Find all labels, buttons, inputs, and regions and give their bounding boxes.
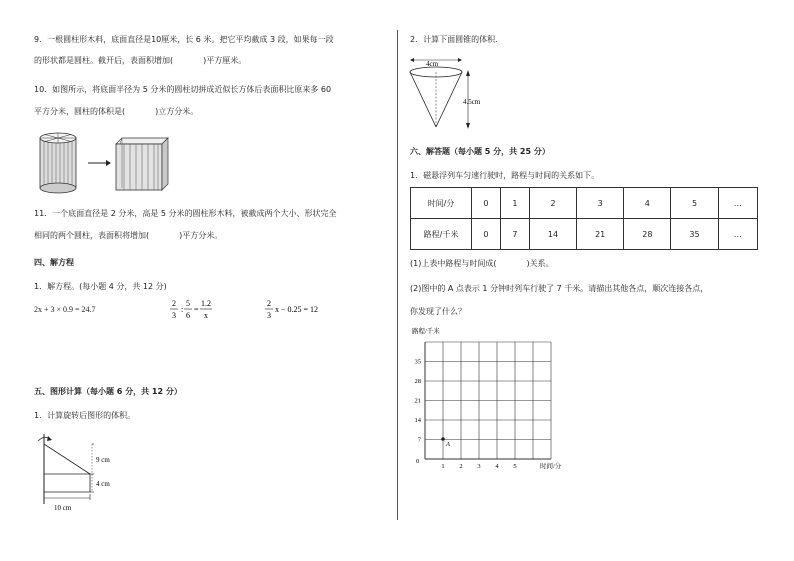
section6-q1: 1．磁悬浮列车匀速行驶时，路程与时间的关系如下。 xyxy=(410,171,600,180)
rotation-figure xyxy=(32,432,142,514)
equation-2 xyxy=(168,297,228,323)
equation-1: 2x + 3 × 0.9 = 24.7 xyxy=(34,305,96,314)
sub-question-2-line1: (2)图中的 A 点表示 1 分钟时列车行驶了 7 千米。请描出其他各点，顺次连接各点， xyxy=(410,284,709,293)
section6-title: 六、解答题（每小题 5 分，共 25 分） xyxy=(410,147,550,156)
q10-line1: 10．如图所示，将底面半径为 5 分米的圆柱切拼成近似长方体后表面积比原来多 60 xyxy=(34,85,332,94)
q11-text-b: )平方分米。 xyxy=(179,231,223,240)
eq2-frac3-den: x xyxy=(204,311,208,320)
q9-text-b: )平方厘米。 xyxy=(203,56,247,65)
x-tick-label: 3 xyxy=(477,463,481,470)
coordinate-graph xyxy=(408,322,588,472)
arrow-right-icon xyxy=(88,160,111,166)
rotation-arrow-icon xyxy=(38,436,52,441)
eq3-frac-num: 2 xyxy=(267,299,271,308)
graph-grid xyxy=(425,342,551,459)
table-cell: 时间/分 xyxy=(411,188,472,219)
y-tick-label: 7 xyxy=(417,436,421,444)
y-tick-label: 21 xyxy=(414,397,421,405)
table-cell: 3 xyxy=(577,188,624,219)
column-divider xyxy=(397,30,398,520)
table-row-distance xyxy=(411,219,758,250)
graph-y-ticks xyxy=(415,359,422,444)
y-tick-label: 28 xyxy=(414,378,421,385)
graph-y-title: 路程/千米 xyxy=(412,328,440,335)
cylinder-to-cuboid-figure xyxy=(36,130,176,196)
cone-figure xyxy=(408,54,498,134)
eq2-frac3-num: 1.2 xyxy=(201,299,211,308)
right-q2: 2．计算下面圆锥的体积． xyxy=(410,35,504,44)
table-cell: 21 xyxy=(577,219,624,250)
eq2-frac2-num: 5 xyxy=(186,299,190,308)
table-cell: 35 xyxy=(671,219,718,250)
cone-height-label: 4.5cm xyxy=(463,98,481,106)
table-cell: 28 xyxy=(624,219,671,250)
q9-line1: 9．一根圆柱形木料，底面直径是10厘米，长 6 米。把它平均截成 3 段，如果每一段 xyxy=(34,35,334,44)
table-row-time xyxy=(411,188,758,219)
q9-line2 xyxy=(34,55,246,66)
y-tick-label: 14 xyxy=(414,417,421,424)
section4-title: 四、解方程 xyxy=(34,258,74,267)
x-tick-label: 2 xyxy=(459,463,463,470)
table-cell: 14 xyxy=(529,219,576,250)
eq2-frac1-num: 2 xyxy=(172,299,176,308)
sub-question-2-line2: 你发现了什么？ xyxy=(410,307,466,316)
cylinder-shape xyxy=(40,133,76,193)
table-cell: 路程/千米 xyxy=(411,219,472,250)
time-distance-table xyxy=(410,187,758,250)
label-4cm: 4 cm xyxy=(96,480,110,488)
table-cell: … xyxy=(718,188,757,219)
graph-point-a-label: A xyxy=(446,441,450,448)
graph-x-ticks xyxy=(441,463,516,470)
q11-text-a: 相同的两个圆柱，表面积将增加( xyxy=(34,231,150,240)
q11-line1: 11．一个底面直径是 2 分米，高是 5 分米的圆柱形木料，被截成两个大小、形状完全 xyxy=(34,209,337,218)
table-cell: 1 xyxy=(500,188,529,219)
eq3-frac-den: 3 xyxy=(267,311,271,320)
q10-text-a: 平方分米，圆柱的体积是( xyxy=(34,107,126,116)
x-tick-label: 5 xyxy=(513,463,517,470)
graph-x-title: 时间/分 xyxy=(540,463,562,470)
table-cell: 2 xyxy=(529,188,576,219)
label-9cm: 9 cm xyxy=(96,456,110,464)
section5-title: 五、图形计算（每小题 6 分，共 12 分） xyxy=(34,387,182,396)
label-10cm: 10 cm xyxy=(54,504,72,512)
q9-text-a: 的形状都是圆柱。截开后，表面积增加( xyxy=(34,56,174,65)
eq2-equals: = xyxy=(194,305,199,314)
eq2-colon: : xyxy=(181,305,184,314)
eq2-frac1-den: 3 xyxy=(172,311,176,320)
sub1-text-a: (1)上表中路程与时间成( xyxy=(410,259,497,268)
q10-line2 xyxy=(34,106,198,117)
eq3-rest: x − 0.25 = 12 xyxy=(275,305,319,314)
graph-origin: 0 xyxy=(416,458,420,465)
x-tick-label: 1 xyxy=(441,463,445,470)
equation-3 xyxy=(264,297,344,323)
table-cell: … xyxy=(718,219,757,250)
table-cell: 4 xyxy=(624,188,671,219)
section5-q1: 1．计算旋转后图形的体积。 xyxy=(34,411,136,420)
q10-text-b: )立方分米。 xyxy=(155,107,199,116)
sub1-text-b: )关系。 xyxy=(526,259,554,268)
section4-q1: 1．解方程。(每小题 4 分，共 12 分) xyxy=(34,282,167,291)
table-cell: 5 xyxy=(671,188,718,219)
table-cell: 0 xyxy=(472,219,501,250)
table-cell: 0 xyxy=(472,188,501,219)
eq2-frac2-den: 6 xyxy=(186,311,190,320)
y-tick-label: 35 xyxy=(414,358,421,366)
table-cell: 7 xyxy=(500,219,529,250)
sub-question-1 xyxy=(410,258,554,269)
cuboid-shape xyxy=(116,138,168,190)
cone-top-label: 4cm xyxy=(426,60,439,68)
graph-point-a xyxy=(441,437,445,441)
x-tick-label: 4 xyxy=(495,463,499,470)
q11-line2 xyxy=(34,230,222,241)
